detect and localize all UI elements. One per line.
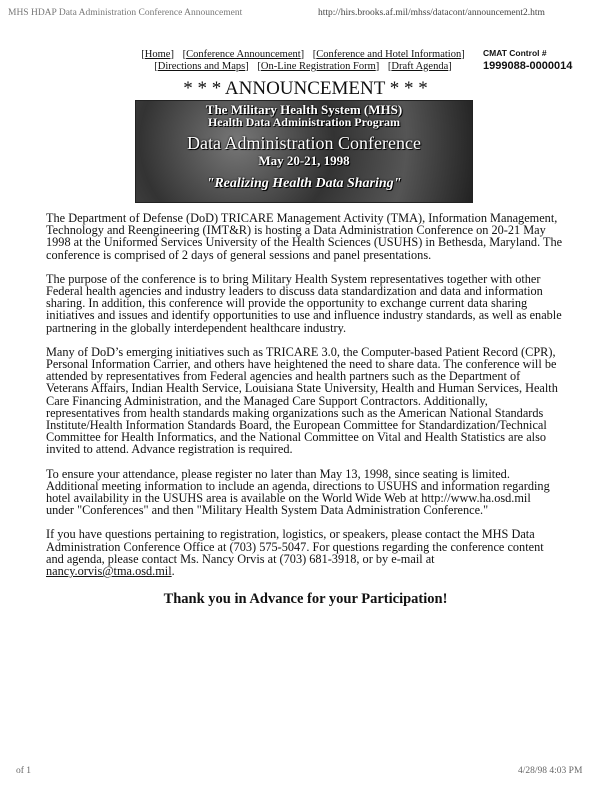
nav-registration-form-link[interactable]: On-Line Registration Form [260, 61, 376, 72]
nav-conference-announcement-link[interactable]: Conference Announcement [186, 49, 301, 60]
paragraph-line: Care Financing Administration, and the Managed Care Support Contractors. Additionally, [46, 393, 488, 408]
paragraph-line: Personal Information Carrier, and others have heightened the need to share data. The conference will be [46, 357, 557, 372]
nav-home-link[interactable]: Home [144, 49, 171, 60]
paragraph-line: hotel availability in the USUHS area is available on the World Wide Web at http://www.ha.osd.mil [46, 491, 531, 506]
paragraph-line: and agenda, please contact Ms. Nancy Orvis at (703) 681-3918, or by e-mail at [46, 551, 435, 566]
cmat-control [483, 48, 572, 72]
nav-conference-hotel-info-link[interactable]: Conference and Hotel Information [316, 49, 462, 60]
nav-draft-agenda-link[interactable]: Draft Agenda [391, 61, 449, 72]
paragraph-line: invited to attend. Advance registration is required. [46, 442, 293, 457]
banner-line-5: "Realizing Health Data Sharing" [206, 176, 402, 191]
paragraph [46, 212, 586, 261]
paragraph-line: Veterans Affairs, Indian Health Service, Louisiana State University, Health and Human Services, Health [46, 381, 558, 396]
paragraph-line: Committee for Health Informatics, and the National Committee on Vital and Health Statistics are also [46, 430, 547, 445]
content-flow [46, 212, 586, 608]
paragraph-line: The purpose of the conference is to bring Military Health System representatives together with other [46, 271, 541, 286]
page-title: * * * ANNOUNCEMENT * * * [183, 78, 428, 99]
paragraph-line: conference is comprised of 2 days of general sessions and panel presentations. [46, 247, 432, 262]
thank-you-message: Thank you in Advance for your Participation! [163, 591, 448, 608]
paragraph-line: 1998 at the Uniformed Services University of the Health Sciences (USUHS) in Bethesda, Maryland. The [46, 235, 563, 250]
paragraph-line: Additional meeting information to include an agenda, directions to USUHS and information regarding [46, 478, 550, 493]
email-link[interactable]: nancy.orvis@tma.osd.mil [46, 564, 172, 579]
nav-row: [Directions and Maps] [On-Line Registration Form] [Draft Agenda] [154, 61, 452, 72]
paragraph-line: Administration Conference Office at (703) 575-5047. For questions regarding the conference content [46, 539, 544, 554]
banner-line-3: Data Administration Conference [187, 133, 421, 153]
paragraph-line: representatives from health standards making organizations such as the American National Standards [46, 405, 544, 420]
paragraph-line: under "Conferences" and then "Military Health System Data Administration Conference." [46, 503, 489, 518]
paragraph [46, 346, 586, 456]
paragraph-line: initiatives and issues and identify opportunities to use and influence industry standards, as well as enable [46, 308, 562, 323]
banner-line-1: The Military Health System (MHS) [205, 102, 403, 117]
announcement-body [46, 212, 586, 577]
nav-directions-maps-link[interactable]: Directions and Maps [157, 61, 246, 72]
nav-row: [Home] [Conference Announcement] [Conference and Hotel Information] [141, 49, 465, 60]
paragraph-line: Federal health agencies and industry leaders to discuss data standardization and data and information [46, 284, 543, 299]
print-header-url: http://hirs.brooks.af.mil/mhss/datacont/announcement2.htm [318, 8, 545, 18]
paragraph-line: Technology and Reengineering (IMT&R) is hosting a Data Administration Conference on 20-21 May [46, 223, 546, 238]
paragraph-line: The Department of Defense (DoD) TRICARE Management Activity (TMA), Information Management, [46, 211, 558, 225]
print-footer-datetime: 4/28/98 4:03 PM [518, 766, 583, 776]
nav-links [128, 49, 478, 73]
print-header-title: MHS HDAP Data Administration Conference Announcement [8, 8, 243, 18]
banner-line-4: May 20-21, 1998 [258, 153, 350, 168]
paragraph-line: If you have questions pertaining to registration, logistics, or speakers, please contact the MHS Data [46, 527, 535, 542]
paragraph-line: To ensure your attendance, please register no later than May 13, 1998, since seating is limited. [46, 466, 510, 481]
paragraph-line: partnering in the globally interdependent healthcare industry. [46, 320, 347, 335]
paragraph-line: sharing. In addition, this conference will provide the opportunity to exchange current data sharing [46, 296, 528, 311]
cmat-label: CMAT Control # [483, 48, 547, 58]
paragraph-line: Many of DoD’s emerging initiatives such as TRICARE 3.0, the Computer-based Patient Record (CPR), [46, 344, 556, 359]
email-line [46, 565, 586, 577]
banner-line-2: Health Data Administration Program [207, 115, 401, 129]
paragraph [46, 273, 586, 334]
paragraph-line: Institute/Health Information Standards Board, the European Committee for Standardization/Technical [46, 418, 547, 433]
cmat-number: 1999088-0000014 [483, 60, 573, 72]
email-suffix: . [171, 564, 175, 579]
paragraph [46, 528, 586, 577]
print-footer-page: of 1 [16, 766, 32, 776]
conference-banner-image [135, 100, 473, 203]
paragraph [46, 468, 586, 517]
paragraph-line: attended by representatives from Federal agencies and health partners such as the Department of [46, 369, 521, 384]
